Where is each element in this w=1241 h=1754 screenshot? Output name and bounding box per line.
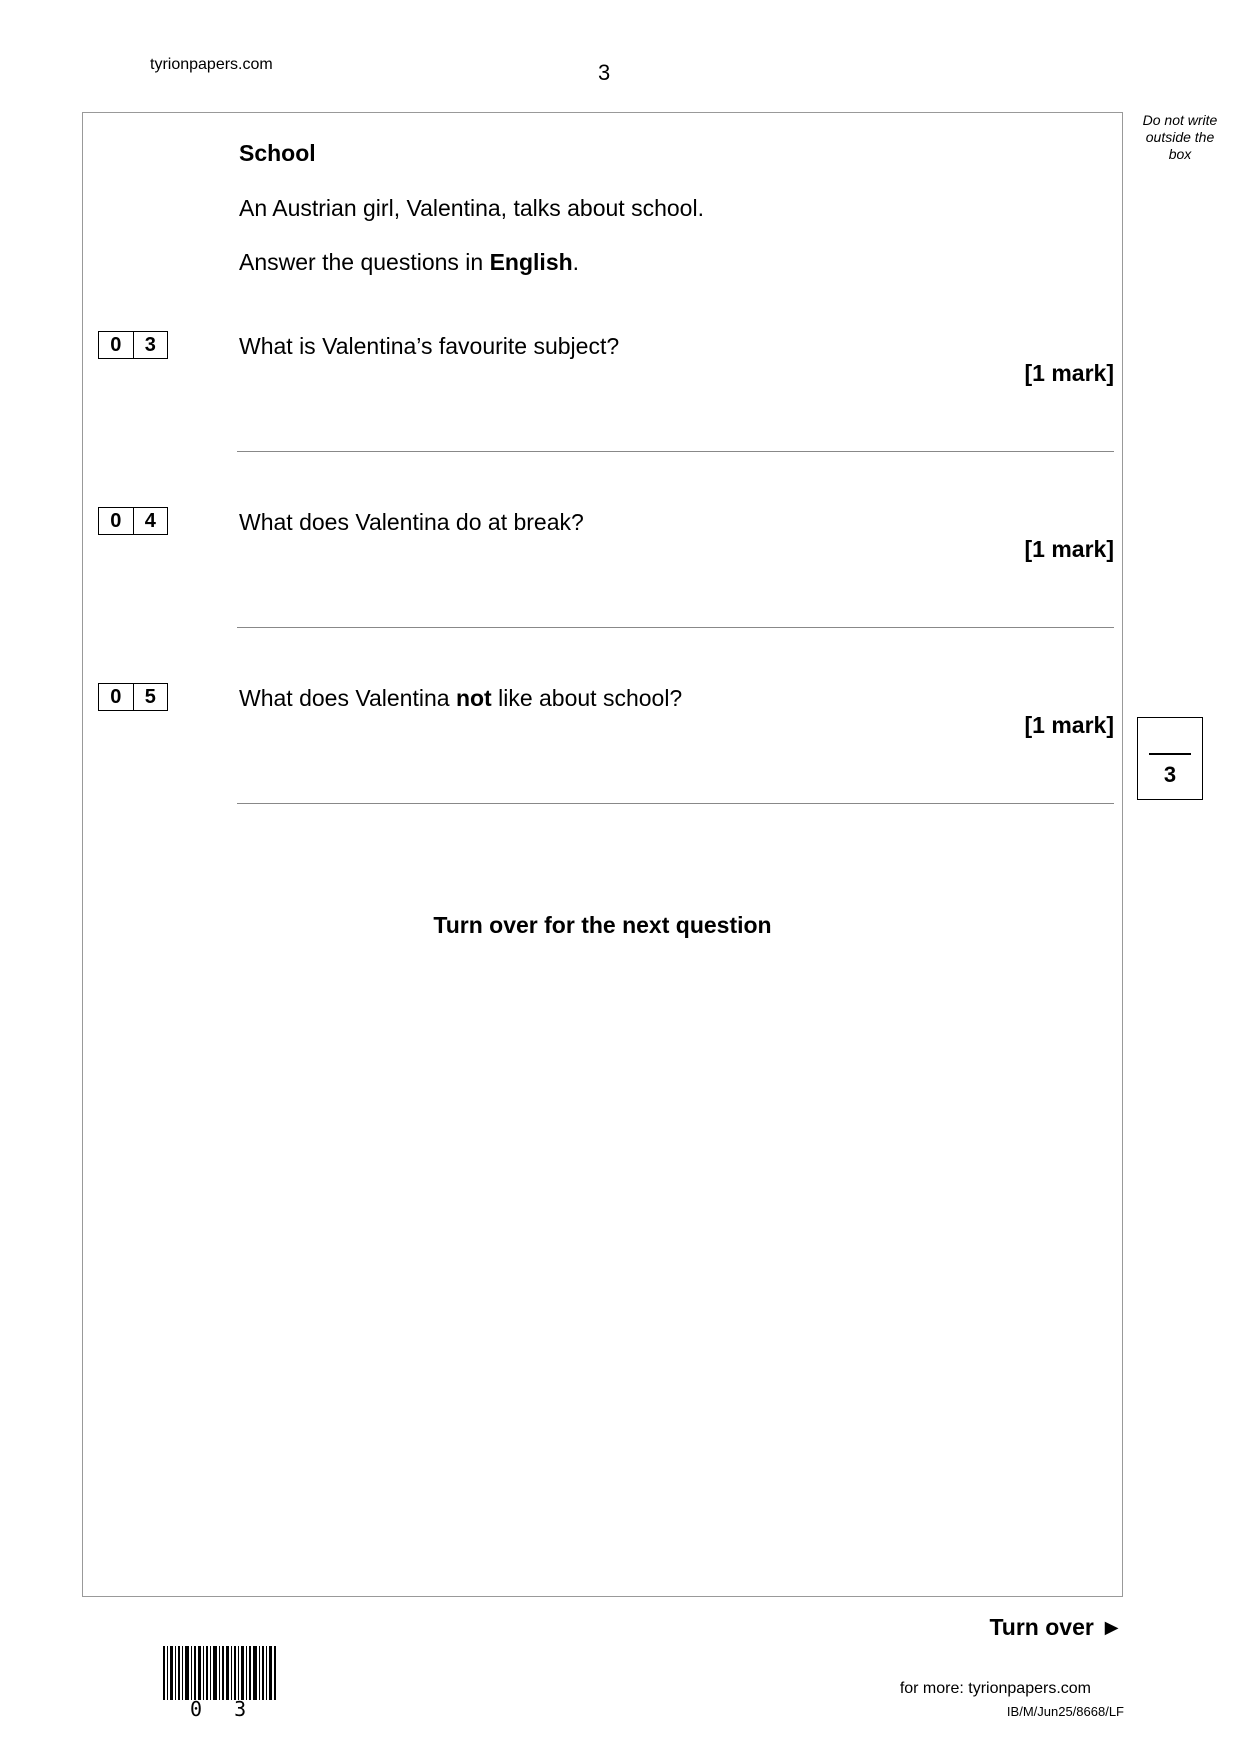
question-text: What does Valentina do at break?: [239, 509, 584, 535]
question-digit: 0: [110, 510, 122, 532]
question-text-bold: not: [455, 685, 492, 711]
question-marks: [1 mark]: [1024, 536, 1114, 562]
question-digit: 0: [110, 334, 122, 356]
barcode-icon: [163, 1646, 279, 1700]
question-text-after: like about school?: [491, 685, 683, 711]
paper-reference: IB/M/Jun25/8668/LF: [1006, 1704, 1124, 1719]
score-divider: [1149, 753, 1191, 755]
site-name: tyrionpapers.com: [150, 56, 273, 73]
margin-note: Do not write outside the box: [1142, 112, 1218, 162]
turn-over-next-question: Turn over for the next question: [433, 912, 772, 938]
question-number-box: [98, 507, 168, 535]
question-digit: 4: [133, 508, 168, 534]
question-text-before: What does Valentina: [239, 685, 456, 711]
footer-link[interactable]: for more: tyrionpapers.com: [899, 1680, 1091, 1697]
instruction-suffix: .: [572, 249, 580, 275]
question-number-box: [98, 331, 168, 359]
question-marks: [1 mark]: [1024, 712, 1114, 738]
turn-over-label: Turn over ►: [989, 1614, 1123, 1640]
question-digit: 5: [133, 684, 168, 710]
question-number-box: [98, 683, 168, 711]
section-intro: An Austrian girl, Valentina, talks about school.: [239, 195, 704, 221]
question-digit: 3: [133, 332, 168, 358]
barcode-digits: 0 3: [190, 1697, 257, 1721]
page-number: 3: [598, 60, 611, 85]
answer-line[interactable]: [237, 451, 1114, 452]
question-digit: 0: [110, 686, 122, 708]
answer-line[interactable]: [237, 803, 1114, 804]
section-title: School: [239, 140, 316, 166]
score-total: 3: [1163, 762, 1177, 787]
question-marks: [1 mark]: [1024, 360, 1114, 386]
answer-line[interactable]: [237, 627, 1114, 628]
question-text: [239, 685, 682, 712]
score-box: [1137, 717, 1203, 800]
instruction-prefix: Answer the questions in: [239, 249, 490, 275]
section-instruction: [239, 249, 579, 276]
question-text: What is Valentina’s favourite subject?: [239, 333, 620, 359]
instruction-bold: English: [489, 249, 573, 275]
